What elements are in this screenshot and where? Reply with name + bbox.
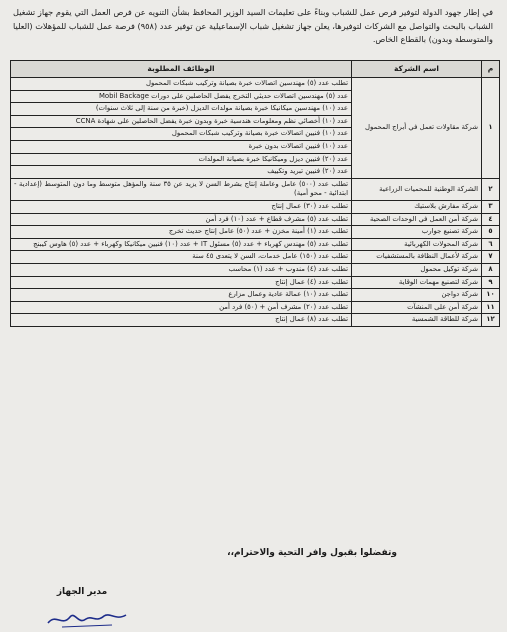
table-row [11, 78, 500, 91]
company-name: شركة المحولات الكهربائية [352, 238, 482, 251]
company-name: شركة تصنيع جوارب [352, 226, 482, 239]
row-number: ٦ [482, 238, 500, 251]
job-requirement: تطلب عدد (٥) مشرف قطاع + عدد (١٠) فرد أمن [11, 213, 352, 226]
job-requirement: عدد (١٠) فنيين اتصالات بدون خبرة [11, 140, 352, 153]
handwritten-signature [42, 603, 132, 631]
table-row [11, 178, 500, 200]
job-requirement: تطلب عدد (٥) مهندسين اتصالات خبرة بصيانة وتركيب شبكات المحمول [11, 78, 352, 91]
job-requirement: عدد (١٠) مهندسين ميكانيكا خبرة بصيانة مولدات الديزل (خبرة من سنة إلى ثلاث سنوات) [11, 103, 352, 116]
closing-line: وتفضلوا بقبول وافر التحية والاحترام،، [227, 548, 397, 558]
table-row [11, 263, 500, 276]
company-name: شركة لأعمال النظافة بالمستشفيات [352, 251, 482, 264]
job-requirement: عدد (١٠) فنيين اتصالات خبرة بصيانة وتركيب شبكات المحمول [11, 128, 352, 141]
row-number: ٣ [482, 200, 500, 213]
job-requirement: تطلب عدد (٨) عمال إنتاج [11, 314, 352, 327]
company-name: شركة توكيل محمول [352, 263, 482, 276]
row-number: ٤ [482, 213, 500, 226]
row-number: ٧ [482, 251, 500, 264]
table-row [11, 213, 500, 226]
job-requirement: عدد (٢٠) فنيين ديزل وميكانيكا خبرة بصيانة المولدات [11, 153, 352, 166]
job-requirement: عدد (٥) مهندسين اتصالات حديثي التخرج يفضل الحاصلين على دورات Mobil Backage [11, 90, 352, 103]
company-name: شركة للطاقة الشمسية [352, 314, 482, 327]
job-requirement: تطلب عدد (١) أمينة مخزن + عدد (٥٠) عامل إنتاج حديث تخرج [11, 226, 352, 239]
table-row [11, 226, 500, 239]
table-row [11, 289, 500, 302]
job-requirement: عدد (٢٠) فنيين تبريد وتكييف [11, 166, 352, 179]
table-row [11, 251, 500, 264]
company-name: شركة أمن على المنشآت [352, 301, 482, 314]
job-requirement: تطلب عدد (١٠) عمالة عادية وعمال مزارع [11, 289, 352, 302]
header-jobs: الوظائف المطلوبة [11, 61, 352, 78]
header-company: اسم الشركة [352, 61, 482, 78]
row-number: ٩ [482, 276, 500, 289]
table-header-row [11, 61, 500, 78]
row-number: ٥ [482, 226, 500, 239]
company-name: شركة لتصنيع مهمات الوقاية [352, 276, 482, 289]
row-number: ٨ [482, 263, 500, 276]
job-requirement: تطلب عدد (٥) مهندس كهرباء + عدد (٥) مسئول IT + عدد (١٠) فنيين ميكانيكا وكهرباء + عدد (٥) هاوس كيبنج [11, 238, 352, 251]
job-requirement: تطلب عدد (٤) عمال إنتاج [11, 276, 352, 289]
job-requirement: تطلب عدد (١٥٠) عامل خدمات، السن لا يتعدى ٤٥ سنة [11, 251, 352, 264]
header-num: م [482, 61, 500, 78]
company-name: شركة دواجن [352, 289, 482, 302]
row-number: ١٢ [482, 314, 500, 327]
intro-paragraph: في إطار جهود الدولة لتوفير فرص عمل للشباب وبناءً على تعليمات السيد الوزير المحافظ بشأن التنويه عن فرص العمل التي يقوم جهاز تشغيل الشباب بالبحث والتواصل مع الشركات لتوفيرها، يعلن جهاز تشغيل شباب الإسماعيلية عن توفير عدد (٩٥٨) فرصة عمل للشباب للمؤهلات (العليا والمتوسطة وبدون) بالقطاع الخاص. [13, 7, 493, 44]
company-name: الشركة الوطنية للمحميات الزراعية [352, 178, 482, 200]
manager-title: مدير الجهاز [56, 587, 108, 597]
job-requirement: تطلب عدد (٣٠) عمال إنتاج [11, 200, 352, 213]
company-name: شركة مفارش بلاستيك [352, 200, 482, 213]
table-row [11, 238, 500, 251]
table-row [11, 200, 500, 213]
company-name: شركة مقاولات تعمل في أبراج المحمول [352, 78, 482, 179]
table-row [11, 314, 500, 327]
row-number: ١٠ [482, 289, 500, 302]
job-requirement: عدد (١٠) أخصائي نظم ومعلومات هندسية خبرة وبدون خبرة يفضل الحاصلين على شهادة CCNA [11, 115, 352, 128]
company-name: شركة أمن العمل في الوحدات الصحية [352, 213, 482, 226]
row-number: ١ [482, 78, 500, 179]
row-number: ١١ [482, 301, 500, 314]
job-requirement: تطلب عدد (٥٠٠) عامل وعاملة إنتاج بشرط السن لا يزيد عن ٣٥ سنة والمؤهل متوسط وما دون المتوسط (إعدادية - ابتدائية - محو أمية) [11, 178, 352, 200]
row-number: ٢ [482, 178, 500, 200]
jobs-table [10, 60, 500, 327]
job-requirement: تطلب عدد (٤) مندوب + عدد (١) محاسب [11, 263, 352, 276]
table-row [11, 276, 500, 289]
table-row [11, 301, 500, 314]
job-requirement: تطلب عدد (٢٠) مشرف أمن + (٥٠) فرد أمن [11, 301, 352, 314]
